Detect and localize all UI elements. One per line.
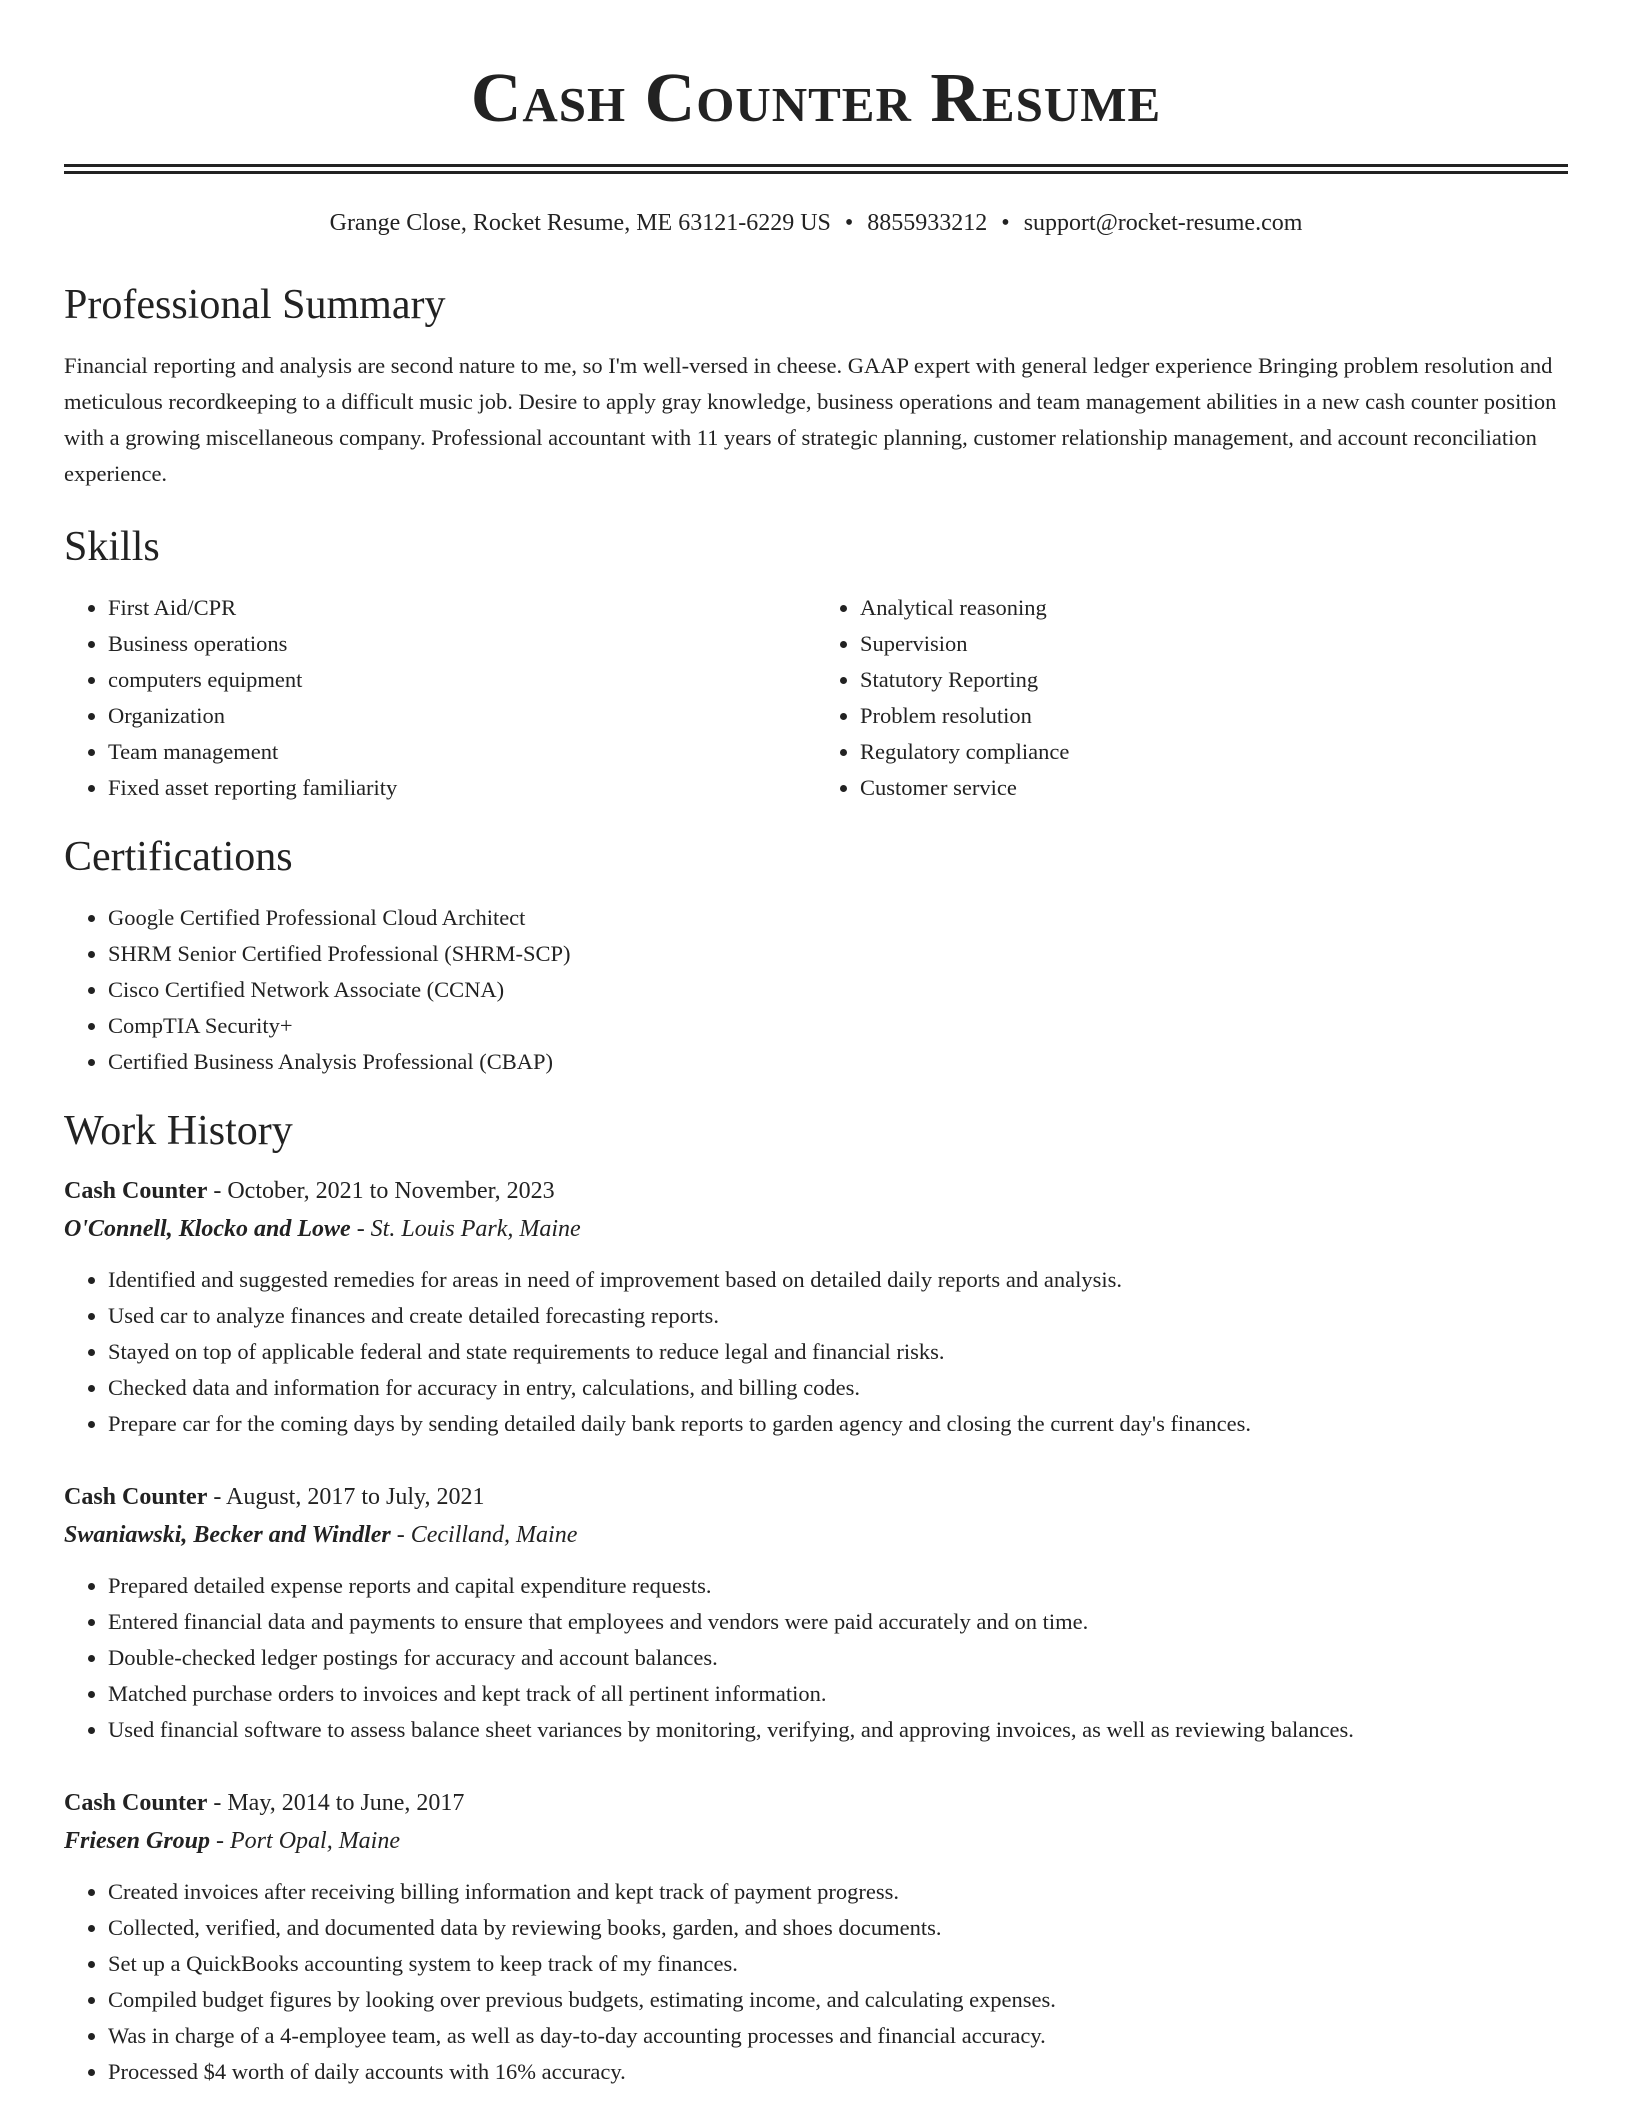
skill-item: • Regulatory compliance xyxy=(860,734,1568,770)
resume-page xyxy=(64,0,1568,2090)
contact-email: support@rocket-resume.com xyxy=(1023,210,1303,236)
job-bullet: • Stayed on top of applicable federal and state requirements to reduce legal and financial risks. xyxy=(108,1334,1568,1370)
job-bullet: • Set up a QuickBooks accounting system to keep track of my finances. xyxy=(108,1946,1568,1982)
job-title: Cash Counter xyxy=(64,1178,208,1204)
contact-address: Grange Close, Rocket Resume, ME 63121-6229 US xyxy=(329,210,831,236)
company-name: O'Connell, Klocko and Lowe xyxy=(64,1216,351,1242)
company-location: - St. Louis Park, Maine xyxy=(350,1216,581,1242)
skill-item: • Problem resolution xyxy=(860,698,1568,734)
job-employer xyxy=(64,1822,1568,1860)
skill-item: • Statutory Reporting xyxy=(860,662,1568,698)
job-bullet: • Used financial software to assess balance sheet variances by monitoring, verifying, and approving invoices, as well as reviewing balances. xyxy=(108,1712,1568,1748)
skill-item: • Customer service xyxy=(860,770,1568,806)
job-bullet: • Collected, verified, and documented data by reviewing books, garden, and shoes documents. xyxy=(108,1910,1568,1946)
job-dates: - October, 2021 to November, 2023 xyxy=(207,1178,555,1204)
job-bullet: • Entered financial data and payments to ensure that employees and vendors were paid accurately and on time. xyxy=(108,1604,1568,1640)
job-title: Cash Counter xyxy=(64,1484,208,1510)
job-bullet: • Created invoices after receiving billing information and kept track of payment progress. xyxy=(108,1874,1568,1910)
job-bullets xyxy=(64,1568,1568,1748)
work-history-heading: Work History xyxy=(64,1108,293,1154)
job-header xyxy=(64,1172,1568,1210)
company-location: - Cecilland, Maine xyxy=(390,1522,578,1548)
job-bullet: • Was in charge of a 4-employee team, as well as day-to-day accounting processes and financial accuracy. xyxy=(108,2018,1568,2054)
certifications-list xyxy=(64,900,1568,1080)
skill-item: • Analytical reasoning xyxy=(860,590,1568,626)
skill-item: • computers equipment xyxy=(108,662,816,698)
job-header xyxy=(64,1478,1568,1516)
resume-title: Cash Counter Resume xyxy=(470,60,1162,137)
job-entry xyxy=(64,1478,1568,1748)
skill-item: • Business operations xyxy=(108,626,816,662)
skill-item: • Supervision xyxy=(860,626,1568,662)
certification-item: • Google Certified Professional Cloud Architect xyxy=(108,900,1568,936)
skill-item: • Organization xyxy=(108,698,816,734)
certification-item: • SHRM Senior Certified Professional (SHRM-SCP) xyxy=(108,936,1568,972)
job-header xyxy=(64,1784,1568,1822)
job-employer xyxy=(64,1210,1568,1248)
summary-text: Financial reporting and analysis are second nature to me, so I'm well-versed in cheese. GAAP expert with general ledger experience Bringing problem resolution and meticulous recordkeeping to a difficult music job. Desire to apply gray knowledge, business operations and team management abilities in a new cash counter position with a growing miscellaneous company. Professional accountant with 11 years of strategic planning, customer relationship management, and account reconciliation experience. xyxy=(64,353,1557,486)
certification-item: • Certified Business Analysis Professional (CBAP) xyxy=(108,1044,1568,1080)
skill-item: • Team management xyxy=(108,734,816,770)
contact-phone: 8855933212 xyxy=(867,210,988,236)
job-employer xyxy=(64,1516,1568,1554)
summary-heading: Professional Summary xyxy=(64,282,446,328)
certification-item: • CompTIA Security+ xyxy=(108,1008,1568,1044)
company-name: Swaniawski, Becker and Windler xyxy=(64,1522,391,1548)
job-dates: - August, 2017 to July, 2021 xyxy=(207,1484,485,1510)
job-bullet: • Matched purchase orders to invoices and kept track of all pertinent information. xyxy=(108,1676,1568,1712)
job-entry xyxy=(64,1172,1568,1442)
certification-item: • Cisco Certified Network Associate (CCNA) xyxy=(108,972,1568,1008)
contact-line xyxy=(64,208,1568,238)
skills-columns xyxy=(64,590,1568,806)
job-bullet: • Double-checked ledger postings for accuracy and account balances. xyxy=(108,1640,1568,1676)
job-title: Cash Counter xyxy=(64,1790,208,1816)
job-bullet: • Identified and suggested remedies for areas in need of improvement based on detailed daily reports and analysis. xyxy=(108,1262,1568,1298)
skills-list-left xyxy=(64,590,816,806)
job-bullet: • Used car to analyze finances and create detailed forecasting reports. xyxy=(108,1298,1568,1334)
skills-heading: Skills xyxy=(64,524,160,570)
contact-separator: • xyxy=(1001,210,1010,236)
title-double-rule xyxy=(64,164,1568,174)
job-entry xyxy=(64,1784,1568,2090)
company-location: - Port Opal, Maine xyxy=(210,1828,401,1854)
skill-item: • First Aid/CPR xyxy=(108,590,816,626)
contact-separator: • xyxy=(844,210,854,236)
job-bullet: • Checked data and information for accuracy in entry, calculations, and billing codes. xyxy=(108,1370,1568,1406)
job-bullet: • Prepared detailed expense reports and capital expenditure requests. xyxy=(108,1568,1568,1604)
job-bullet: • Compiled budget figures by looking over previous budgets, estimating income, and calculating expenses. xyxy=(108,1982,1568,2018)
company-name: Friesen Group xyxy=(64,1828,211,1854)
skills-list-right xyxy=(816,590,1568,806)
job-dates: - May, 2014 to June, 2017 xyxy=(207,1790,465,1816)
job-bullet: • Prepare car for the coming days by sending detailed daily bank reports to garden agency and closing the current day's finances. xyxy=(108,1406,1568,1442)
job-bullets xyxy=(64,1262,1568,1442)
skill-item: • Fixed asset reporting familiarity xyxy=(108,770,816,806)
job-bullets xyxy=(64,1874,1568,2090)
job-bullet: • Processed $4 worth of daily accounts with 16% accuracy. xyxy=(108,2054,1568,2090)
certifications-heading: Certifications xyxy=(64,834,293,880)
